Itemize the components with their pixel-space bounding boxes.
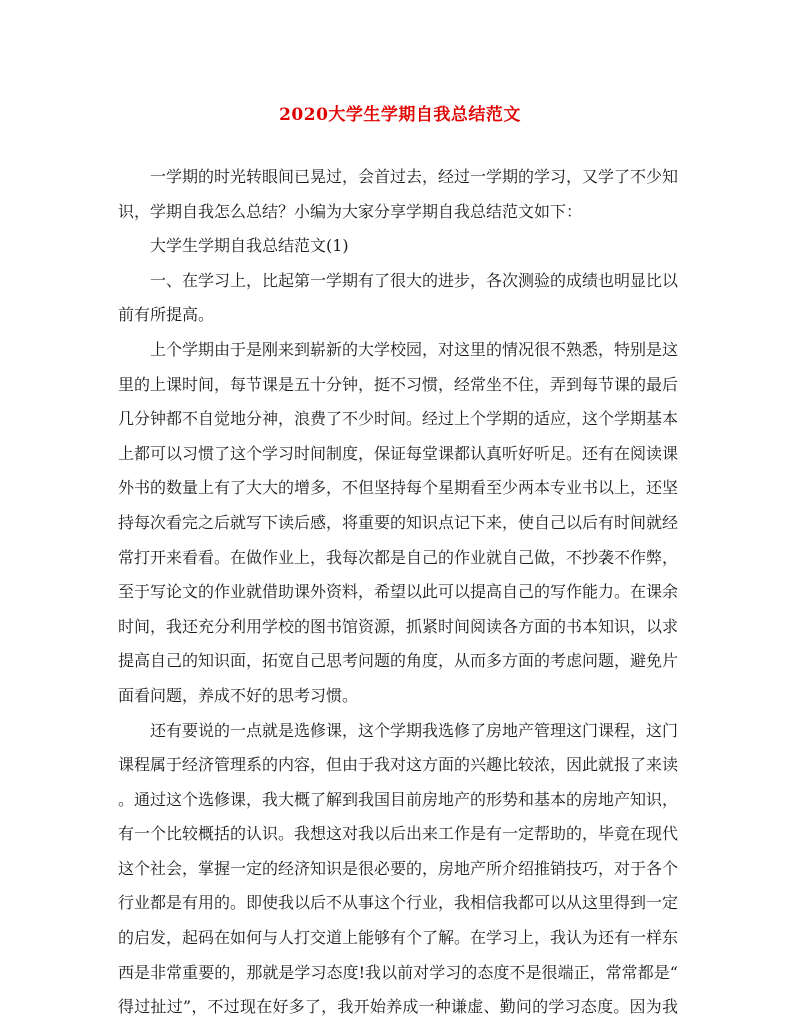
text-line: 的启发，起码在如何与人打交道上能够有个了解。在学习上，我认为还有一样东 [118, 928, 679, 948]
text-line: 几分钟都不自觉地分神，浪费了不少时间。经过上个学期的适应，这个学期基本 [118, 409, 679, 429]
text-line: 这个社会，掌握一定的经济知识是很必要的，房地产所介绍推销技巧，对于各个 [118, 858, 679, 878]
text-line: 行业都是有用的。即使我以后不从事这个行业，我相信我都可以从这里得到一定 [118, 893, 679, 913]
text-line: 面看问题，养成不好的思考习惯。 [118, 685, 359, 705]
text-line: 大学生学期自我总结范文(1) [150, 236, 349, 256]
text-line: 得过扯过”，不过现在好多了，我开始养成一种谦虚、勤问的学习态度。因为我 [118, 997, 678, 1017]
text-line: 前有所提高。 [118, 305, 215, 325]
text-line: 。通过这个选修课，我大概了解到我国目前房地产的形势和基本的房地产知识， [118, 789, 679, 809]
text-line: 有一个比较概括的认识。我想这对我以后出来工作是有一定帮助的，毕竟在现代 [118, 824, 679, 844]
text-line: 识，学期自我怎么总结？小编为大家分享学期自我总结范文如下： [118, 201, 583, 221]
text-line: 一学期的时光转眼间已晃过，会首过去，经过一学期的学习，又学了不少知 [150, 167, 679, 186]
text-line: 持每次看完之后就写下读后感，将重要的知识点记下来，使自己以后有时间就经 [118, 512, 679, 532]
text-line: 里的上课时间，每节课是五十分钟，挺不习惯，经常坐不住，弄到每节课的最后 [118, 374, 679, 394]
text-line: 课程属于经济管理系的内容，但由于我对这方面的兴趣比较浓，因此就报了来读 [118, 755, 679, 775]
text-line: 上个学期由于是刚来到崭新的大学校园，对这里的情况很不熟悉，特别是这 [150, 339, 679, 359]
text-line: 时间，我还充分利用学校的图书馆资源，抓紧时间阅读各方面的书本知识，以求 [118, 616, 679, 636]
text-line: 外书的数量上有了大大的增多，不但坚持每个星期看至少两本专业书以上，还坚 [118, 478, 679, 498]
text-line: 至于写论文的作业就借助课外资料，希望以此可以提高自己的写作能力。在课余 [118, 582, 679, 602]
document-title: 2020大学生学期自我总结范文 [279, 105, 521, 125]
text-line: 提高自己的知识面，拓宽自己思考问题的角度，从而多方面的考虑问题，避免片 [118, 651, 679, 671]
document-body [118, 160, 678, 1025]
text-line: 常打开来看看。在做作业上，我每次都是自己的作业就自己做，不抄袭不作弊， [118, 547, 679, 567]
text-line: 西是非常重要的，那就是学习态度!我以前对学习的态度不是很端正，常常都是“ [118, 962, 678, 982]
text-line: 一、在学习上，比起第一学期有了很大的进步，各次测验的成绩也明显比以 [150, 270, 679, 290]
text-line: 还有要说的一点就是选修课，这个学期我选修了房地产管理这门课程，这门 [150, 720, 679, 740]
text-line: 上都可以习惯了这个学习时间制度，保证每堂课都认真听好听足。还有在阅读课 [118, 443, 679, 463]
